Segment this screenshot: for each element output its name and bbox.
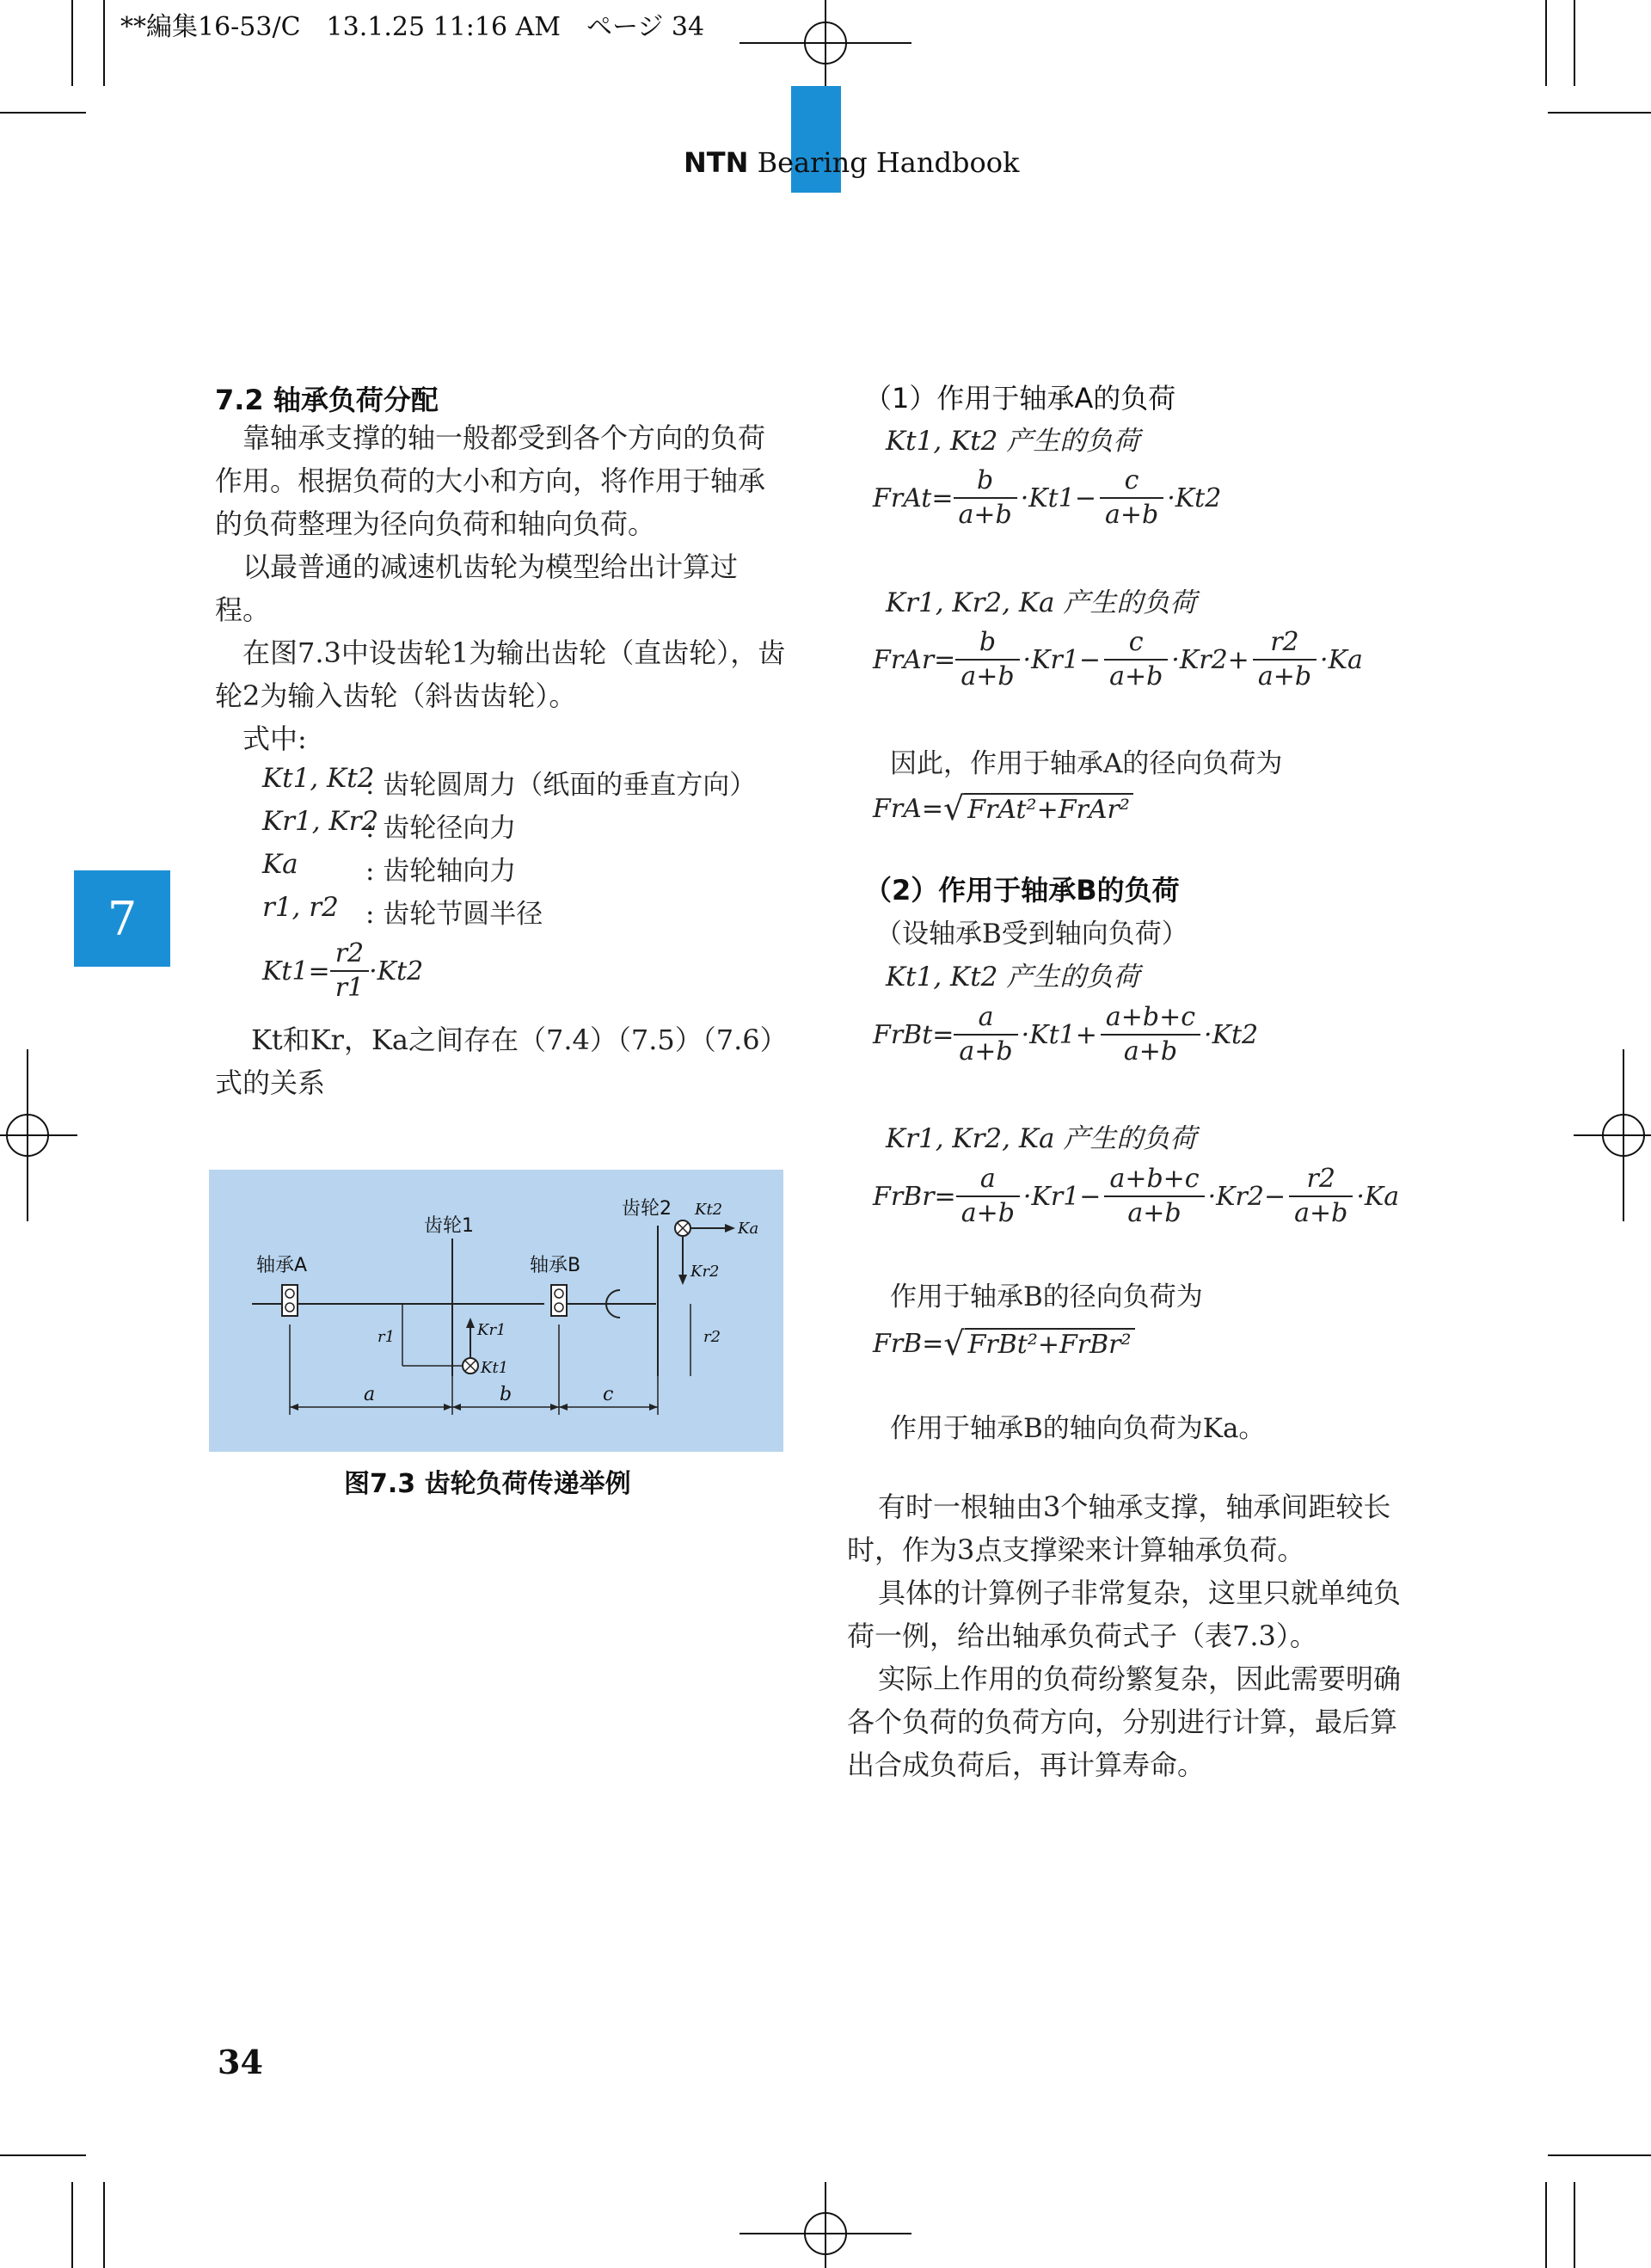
gear-diagram — [209, 1170, 783, 1452]
fraction — [1289, 1163, 1353, 1230]
paragraph: 以最普通的减速机齿轮为模型给出计算过程。 — [215, 550, 739, 626]
formula-frbt — [873, 1001, 1261, 1068]
definition-text: : 齿轮轴向力 — [365, 856, 517, 887]
crop-mark — [71, 0, 73, 86]
fraction-denominator: a+b — [1101, 1034, 1200, 1068]
fraction-denominator: a+b — [954, 1034, 1017, 1068]
label-a: a — [364, 1384, 376, 1405]
formula-frat — [873, 464, 1224, 532]
definition-symbol: Kr1, Kr2 — [262, 806, 379, 837]
registration-mark-bottom — [740, 2182, 911, 2268]
formula-term: ·Kr1− — [1022, 1181, 1102, 1212]
formula-lhs: FrAt= — [873, 482, 954, 513]
running-header — [684, 146, 1019, 179]
definition-text: : 齿轮圆周力（纸面的垂直方向） — [365, 770, 757, 801]
paragraph: 靠轴承支撑的轴一般都受到各个方向的负荷作用。根据负荷的大小和方向，将作用于轴承的负荷整理为径向负荷和轴向负荷。 — [215, 421, 766, 540]
print-slug: **編集16-53/C 13.1.25 11:16 AM ページ 34 — [120, 12, 705, 42]
crop-mark — [1548, 2154, 1651, 2156]
label-gear1: 齿轮1 — [424, 1215, 474, 1237]
formula-frar — [873, 626, 1366, 693]
crop-mark — [1545, 2182, 1547, 2268]
label-kt2: Kt2 — [695, 1201, 723, 1219]
fraction-denominator: r1 — [330, 970, 369, 1005]
crop-mark — [0, 112, 86, 114]
fraction — [1100, 464, 1163, 532]
definition-text: : 齿轮节圆半径 — [365, 899, 543, 930]
label-c: c — [603, 1384, 614, 1405]
fraction-numerator: b — [977, 465, 994, 495]
figure-caption: 图7.3 齿轮负荷传递举例 — [344, 1469, 631, 1499]
fraction — [956, 1163, 1020, 1230]
subsection-note: （设轴承B受到轴向负荷） — [875, 919, 1188, 950]
registration-mark-left — [0, 1049, 77, 1221]
paragraph: 有时一根轴由3个轴承支撑，轴承间距较长时，作为3点支撑梁来计算轴承负荷。 — [847, 1490, 1391, 1566]
fraction-numerator: a — [979, 1164, 996, 1194]
formula-term: ·Ka — [1320, 644, 1363, 675]
crop-mark — [1574, 0, 1575, 86]
registration-mark-top — [740, 0, 911, 86]
fraction-numerator: a — [978, 1002, 994, 1032]
crop-mark — [1574, 2182, 1575, 2268]
fraction-denominator: a+b — [1253, 659, 1317, 693]
formula-term: ·Kr2+ — [1171, 644, 1249, 675]
page-number: 34 — [218, 2043, 263, 2081]
fraction-numerator: r2 — [1270, 627, 1299, 657]
formula-term: ·Kr1− — [1022, 644, 1102, 675]
label-b: b — [500, 1384, 512, 1405]
result-text: 作用于轴承B的径向负荷为 — [890, 1282, 1203, 1312]
label-kr1: Kr1 — [477, 1321, 506, 1339]
paragraph: 实际上作用的负荷纷繁复杂，因此需要明确各个负荷的负荷方向，分别进行计算，最后算出合成负荷后，再计算寿命。 — [847, 1663, 1402, 1781]
formula-term: ·Ka — [1356, 1181, 1400, 1212]
fraction-numerator: r2 — [334, 938, 365, 968]
sqrt-icon: √ — [943, 1325, 965, 1362]
paragraph: 具体的计算例子非常复杂，这里只就单纯负荷一例，给出轴承负荷式子（表7.3）。 — [847, 1577, 1402, 1652]
crop-mark — [103, 0, 105, 86]
crop-mark — [103, 2182, 105, 2268]
crop-mark — [1545, 0, 1547, 86]
fraction-denominator: a+b — [1289, 1195, 1353, 1230]
fraction-denominator: a+b — [955, 659, 1019, 693]
formula-term: ·Kr2− — [1207, 1181, 1286, 1212]
sqrt-body: FrBt²+FrBr² — [965, 1328, 1135, 1360]
fraction — [1253, 626, 1317, 693]
formula-fra — [873, 790, 1133, 827]
fraction-denominator: a+b — [1104, 1195, 1204, 1230]
registration-mark-right — [1574, 1049, 1651, 1221]
subsection-title: （1）作用于轴承A的负荷 — [864, 382, 1176, 415]
fraction — [954, 1001, 1017, 1068]
crop-mark — [1548, 112, 1651, 114]
result-text: 作用于轴承B的轴向负荷为Ka。 — [890, 1413, 1266, 1444]
chapter-tab: 7 — [74, 870, 170, 967]
label-gear2: 齿轮2 — [622, 1198, 672, 1220]
formula-kt1 — [262, 937, 423, 1005]
fraction — [955, 626, 1019, 693]
definition-symbol: Ka — [262, 849, 298, 880]
formula-frbr — [873, 1163, 1402, 1230]
fraction-numerator: r2 — [1306, 1164, 1335, 1194]
formula-lhs: FrBr= — [873, 1181, 956, 1212]
formula-term: ·Kt1− — [1020, 482, 1096, 513]
paragraph: Kt和Kr，Ka之间存在（7.4）（7.5）（7.6）式的关系 — [215, 1023, 788, 1099]
formula-lhs: FrA= — [873, 793, 943, 824]
fraction — [954, 464, 1017, 532]
formula-lhs: FrBt= — [873, 1019, 954, 1050]
fraction-denominator: a+b — [956, 1195, 1020, 1230]
result-text: 因此，作用于轴承A的径向负荷为 — [890, 748, 1283, 779]
section-heading: 7.2 轴承负荷分配 — [215, 384, 439, 416]
sqrt-body: FrAt²+FrAr² — [964, 793, 1133, 825]
fraction — [1104, 1163, 1204, 1230]
definition-symbol: r1, r2 — [262, 892, 339, 923]
formula-term: ·Kt2 — [1167, 482, 1222, 513]
formula-intro: 式中: — [242, 722, 307, 755]
subsection-title: （2）作用于轴承B的负荷 — [864, 874, 1180, 907]
fraction-numerator: c — [1124, 465, 1139, 495]
label-kr2: Kr2 — [690, 1263, 720, 1281]
fraction-denominator: a+b — [1104, 659, 1168, 693]
formula-lhs: FrAr= — [873, 644, 956, 675]
header-brand: NTN — [684, 146, 749, 179]
figure-gear-load — [209, 1170, 783, 1452]
fraction-numerator: a+b+c — [1109, 1164, 1200, 1194]
sqrt-icon: √ — [942, 790, 965, 827]
paragraph: 在图7.3中设齿轮1为输出齿轮（直齿轮），齿轮2为输入齿轮（斜齿齿轮）。 — [215, 636, 786, 712]
subsection-label: Kt1, Kt2 产生的负荷 — [886, 426, 1140, 457]
label-bearing-a: 轴承A — [256, 1255, 308, 1276]
label-ka: Ka — [738, 1220, 759, 1238]
fraction — [1104, 626, 1168, 693]
fraction-numerator: a+b+c — [1105, 1002, 1196, 1032]
subsection-label: Kr1, Kr2, Ka 产生的负荷 — [886, 587, 1197, 618]
crop-mark — [71, 2182, 73, 2268]
definition-text: : 齿轮径向力 — [365, 813, 517, 844]
formula-lhs: FrB= — [873, 1328, 944, 1359]
fraction-numerator: c — [1128, 627, 1144, 657]
fraction-denominator: a+b — [1100, 497, 1163, 532]
crop-mark — [0, 2154, 86, 2156]
formula-term: ·Kt2 — [369, 956, 424, 986]
fraction — [330, 937, 369, 1005]
formula-frb — [873, 1325, 1135, 1362]
subsection-label: Kr1, Kr2, Ka 产生的负荷 — [886, 1123, 1197, 1154]
header-title: Bearing Handbook — [757, 146, 1020, 179]
formula-term: ·Kt2 — [1204, 1019, 1259, 1050]
label-kt1: Kt1 — [481, 1359, 509, 1377]
label-bearing-b: 轴承B — [530, 1255, 581, 1276]
fraction-denominator: a+b — [954, 497, 1017, 532]
label-r2: r2 — [703, 1328, 721, 1346]
label-r1: r1 — [377, 1328, 396, 1346]
formula-lhs: Kt1= — [262, 956, 330, 986]
fraction-numerator: b — [979, 627, 997, 657]
formula-term: ·Kt1+ — [1021, 1019, 1097, 1050]
definition-symbol: Kt1, Kt2 — [262, 763, 375, 794]
fraction — [1101, 1001, 1200, 1068]
subsection-label: Kt1, Kt2 产生的负荷 — [886, 962, 1140, 993]
